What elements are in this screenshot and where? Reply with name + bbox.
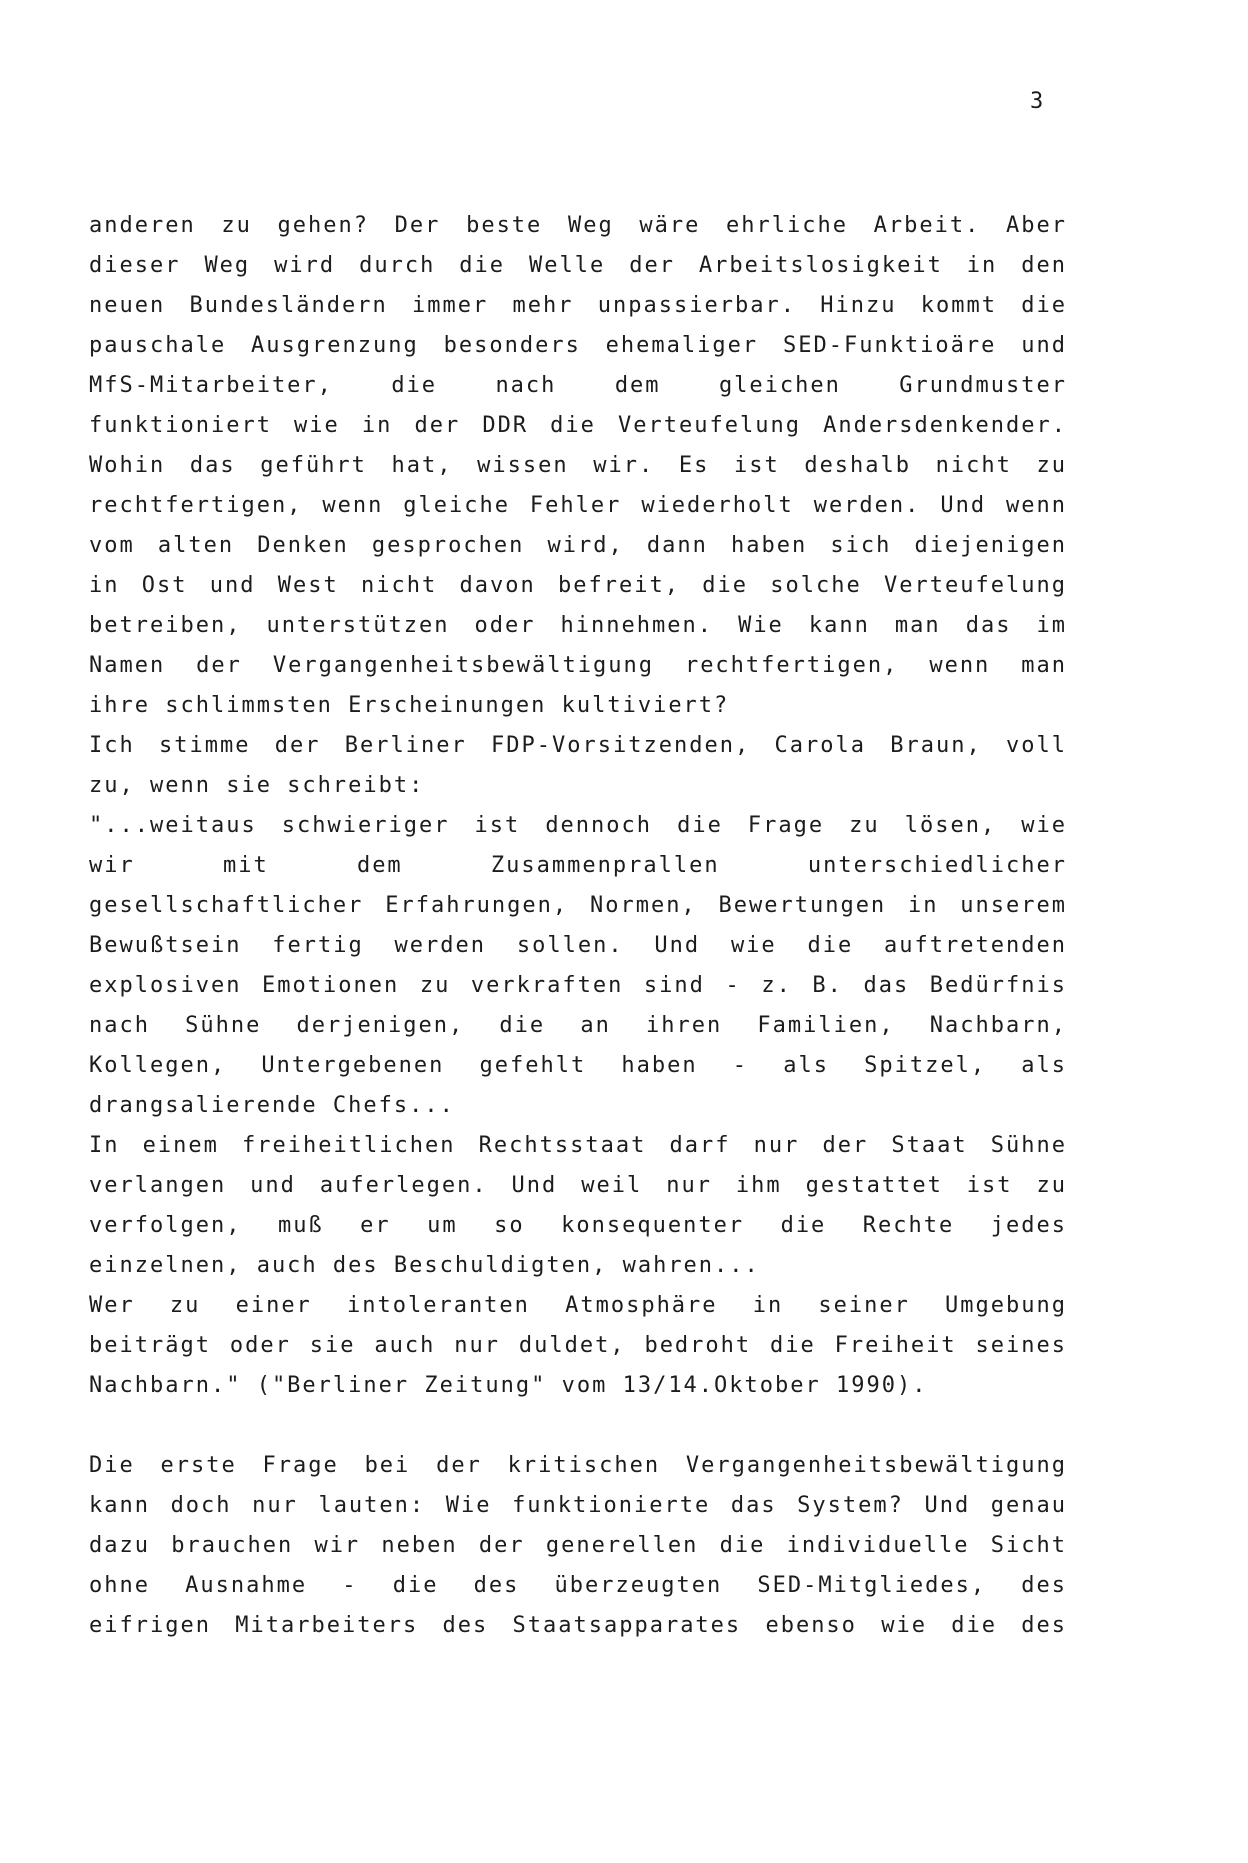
text-line: dazu brauchen wir neben der generellen die individuelle Sicht	[89, 1533, 1067, 1558]
page-number: 3	[1030, 89, 1044, 114]
text-line: eifrigen Mitarbeiters des Staatsapparates ebenso wie die des	[89, 1613, 1067, 1638]
quote-line: verfolgen, muß er um so konsequenter die Rechte jedes	[89, 1213, 1067, 1238]
quote-line: Nachbarn." ("Berliner Zeitung" vom 13/14.Oktober 1990).	[89, 1373, 928, 1398]
text-line: vom alten Denken gesprochen wird, dann haben sich diejenigen	[89, 533, 1067, 558]
text-line: kann doch nur lauten: Wie funktionierte das System? Und genau	[89, 1493, 1067, 1518]
quote-line: wir mit dem Zusammenprallen unterschiedlicher	[89, 853, 1067, 878]
text-line: rechtfertigen, wenn gleiche Fehler wiederholt werden. Und wenn	[89, 493, 1067, 518]
text-line: in Ost und West nicht davon befreit, die solche Verteufelung	[89, 573, 1067, 598]
quote-line: beiträgt oder sie auch nur duldet, bedroht die Freiheit seines	[89, 1333, 1067, 1358]
text-line: ihre schlimmsten Erscheinungen kultiviert?	[89, 693, 730, 718]
text-line: dieser Weg wird durch die Welle der Arbeitslosigkeit in den	[89, 253, 1067, 278]
quote-line: Kollegen, Untergebenen gefehlt haben - als Spitzel, als	[89, 1053, 1067, 1078]
text-line: Wohin das geführt hat, wissen wir. Es ist deshalb nicht zu	[89, 453, 1067, 478]
text-line: Die erste Frage bei der kritischen Vergangenheitsbewältigung	[89, 1453, 1067, 1478]
quote-line: verlangen und auferlegen. Und weil nur ihm gestattet ist zu	[89, 1173, 1067, 1198]
text-line: funktioniert wie in der DDR die Verteufelung Andersdenkender.	[89, 413, 1067, 438]
text-line: Namen der Vergangenheitsbewältigung rechtfertigen, wenn man	[89, 653, 1067, 678]
text-line: zu, wenn sie schreibt:	[89, 773, 425, 798]
text-line: anderen zu gehen? Der beste Weg wäre ehrliche Arbeit. Aber	[89, 213, 1067, 238]
quote-line: "...weitaus schwieriger ist dennoch die Frage zu lösen, wie	[89, 813, 1067, 838]
quote-line: einzelnen, auch des Beschuldigten, wahren...	[89, 1253, 760, 1278]
text-line: pauschale Ausgrenzung besonders ehemaliger SED-Funktioäre und	[89, 333, 1067, 358]
text-line: betreiben, unterstützen oder hinnehmen. Wie kann man das im	[89, 613, 1067, 638]
text-line: neuen Bundesländern immer mehr unpassierbar. Hinzu kommt die	[89, 293, 1067, 318]
quote-line: gesellschaftlicher Erfahrungen, Normen, Bewertungen in unserem	[89, 893, 1067, 918]
text-line: Ich stimme der Berliner FDP-Vorsitzenden, Carola Braun, voll	[89, 733, 1067, 758]
paragraph-gap	[89, 1406, 1067, 1446]
quote-line: explosiven Emotionen zu verkraften sind - z. B. das Bedürfnis	[89, 973, 1067, 998]
quote-line: nach Sühne derjenigen, die an ihren Familien, Nachbarn,	[89, 1013, 1067, 1038]
quote-line: Bewußtsein fertig werden sollen. Und wie die auftretenden	[89, 933, 1067, 958]
body-text	[89, 206, 1067, 1646]
quote-line: In einem freiheitlichen Rechtsstaat darf nur der Staat Sühne	[89, 1133, 1067, 1158]
text-line: ohne Ausnahme - die des überzeugten SED-Mitgliedes, des	[89, 1573, 1067, 1598]
quote-line: drangsalierende Chefs...	[89, 1093, 455, 1118]
text-line: MfS-Mitarbeiter, die nach dem gleichen Grundmuster	[89, 373, 1067, 398]
quote-line: Wer zu einer intoleranten Atmosphäre in seiner Umgebung	[89, 1293, 1067, 1318]
